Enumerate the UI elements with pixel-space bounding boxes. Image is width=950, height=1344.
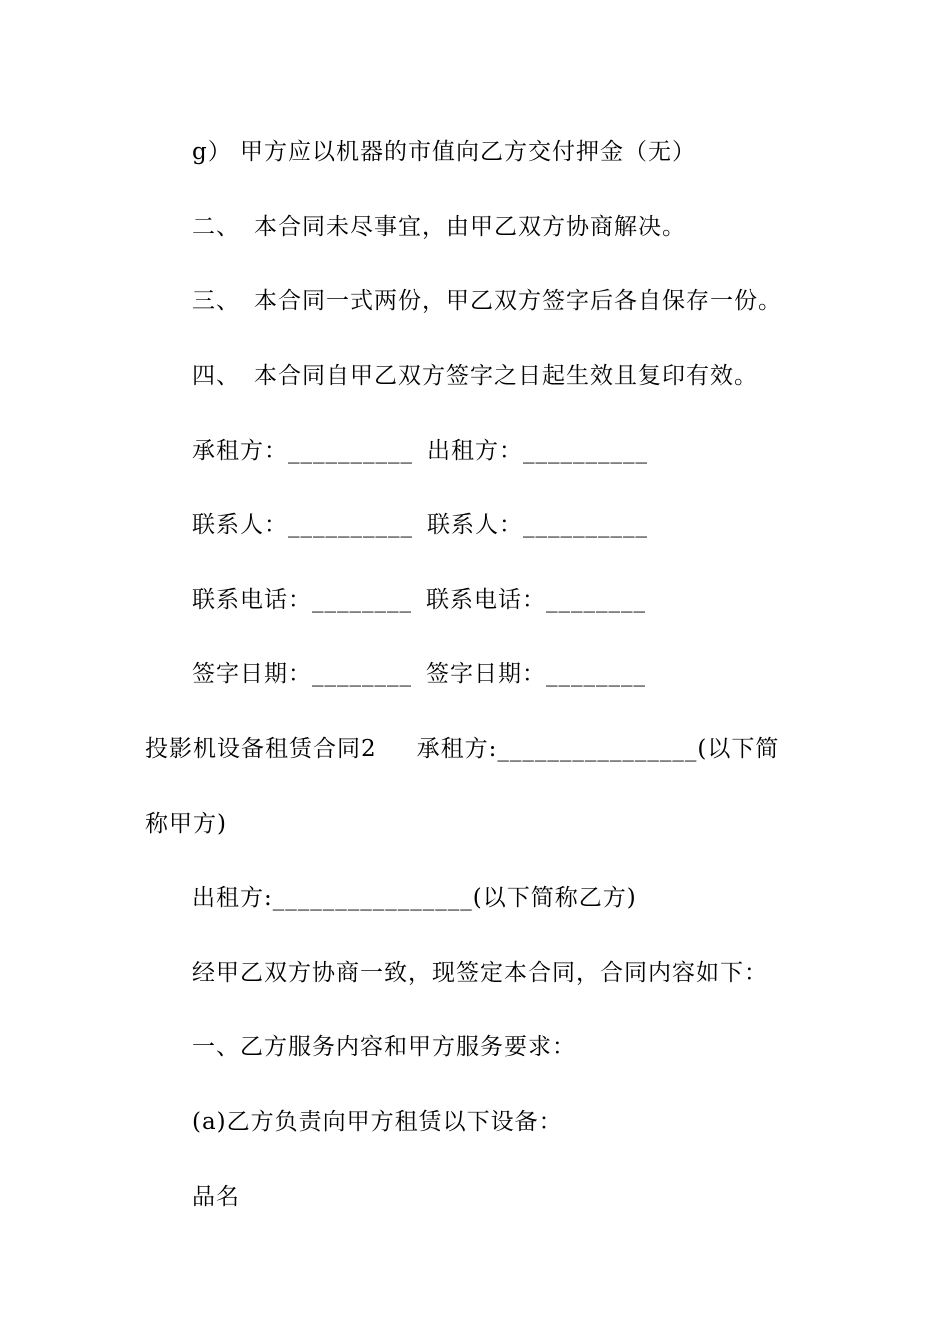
clause-four-number: 四、 — [192, 363, 240, 389]
signature-row-phones — [192, 585, 646, 615]
signature-row-contacts — [192, 510, 648, 540]
phone-a-field: 联系电话：________ — [192, 587, 412, 613]
contract2-title: 投影机设备租赁合同2 — [145, 736, 377, 762]
date-a-field: 签字日期：________ — [192, 661, 412, 687]
clause-g: g） 甲方应以机器的市值向乙方交付押金（无） — [192, 139, 697, 165]
contract2-heading-row — [145, 734, 779, 764]
contract2-product-label: 品名 — [192, 1184, 240, 1210]
clause-four — [192, 361, 758, 391]
clause-two-text: 本合同未尽事宜，由甲乙双方协商解决。 — [254, 214, 686, 240]
clause-four-text: 本合同自甲乙双方签字之日起生效且复印有效。 — [254, 363, 758, 389]
contact-b-field: 联系人：__________ — [427, 512, 648, 538]
contract2-lessee-continuation: 称甲方) — [145, 811, 227, 837]
clause-three — [192, 286, 782, 316]
contract2-item-a: (a)乙方负责向甲方租赁以下设备： — [192, 1109, 563, 1135]
contact-a-field: 联系人：__________ — [192, 512, 413, 538]
contract2-lessee-line: 承租方:________________(以下简 — [416, 736, 780, 762]
contract2-agreement: 经甲乙双方协商一致，现签定本合同，合同内容如下： — [192, 960, 768, 986]
contract2-section-1: 一、乙方服务内容和甲方服务要求： — [192, 1034, 576, 1060]
lessor-field: 出租方：__________ — [427, 438, 648, 464]
clause-two — [192, 212, 686, 242]
date-b-field: 签字日期：________ — [426, 661, 646, 687]
clause-three-number: 三、 — [192, 288, 240, 314]
signature-row-parties — [192, 436, 648, 466]
phone-b-field: 联系电话：________ — [426, 587, 646, 613]
clause-three-text: 本合同一式两份，甲乙双方签字后各自保存一份。 — [254, 288, 782, 314]
signature-row-dates — [192, 659, 646, 689]
contract2-lessor-line: 出租方:________________(以下简称乙方) — [192, 885, 637, 911]
clause-two-number: 二、 — [192, 214, 240, 240]
lessee-field: 承租方：__________ — [192, 438, 413, 464]
